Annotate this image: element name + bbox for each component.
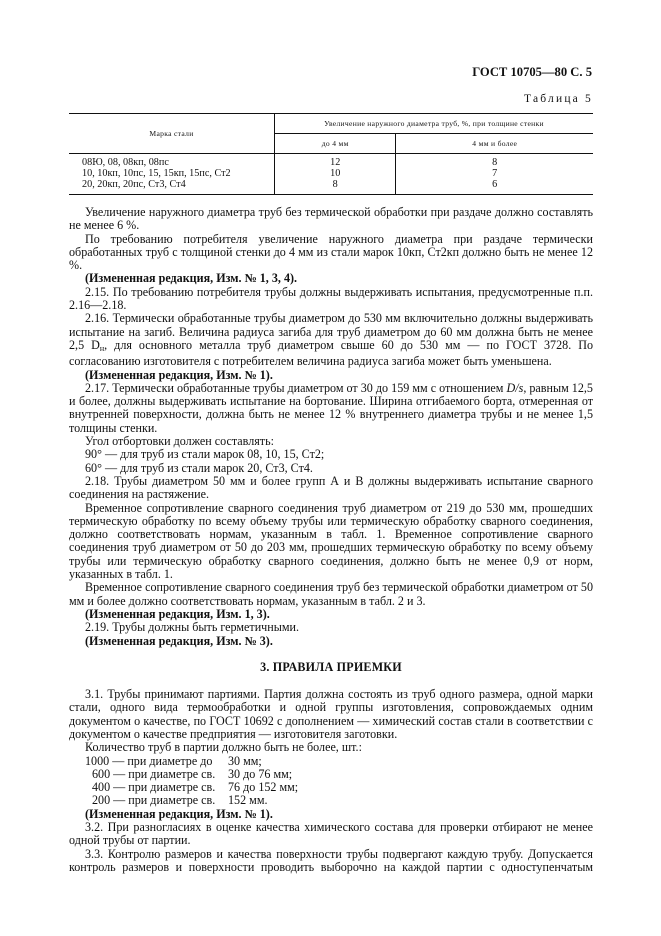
table-caption: Таблица 5 <box>524 93 593 105</box>
col-b-header: 4 мм и более <box>396 134 593 154</box>
qty-range: 30 до 76 мм; <box>228 766 293 781</box>
revision-note: (Измененная редакция, Изм. 1, 3). <box>85 606 270 621</box>
clause-2-16 <box>69 312 593 368</box>
steel-cell: 08Ю, 08, 08кп, 08пс <box>82 157 169 168</box>
qty-label: 200 — при диаметре св. <box>92 793 216 808</box>
value-cell: 6 <box>396 179 593 194</box>
body-text <box>69 206 593 874</box>
col-steel-header: Марка стали <box>69 114 275 154</box>
steel-cell: 10, 10кп, 10пс, 15, 15кп, 15пс, Ст2 <box>82 168 231 180</box>
clause-2-18: 2.18. Трубы диаметром 50 мм и более групп А и В должны выдерживать испытание сварного соединения на растяжение. <box>69 473 593 502</box>
revision-note: (Измененная редакция, Изм. № 1). <box>85 806 273 821</box>
clause-2-17-text-b: , равным 12,5 и более, должны выдерживать испытание на бортование. Ширина отгибаемого борта, отмеренная от внутренней поверхности, должна быть не менее 12 % внутреннего диаметра трубы и не менее 1,5 толщины стенки. <box>69 380 593 435</box>
paragraph: 60° — для труб из стали марок 20, Ст3, Ст4. <box>85 460 313 475</box>
paragraph: Временное сопротивление сварного соединения труб без термической обработки диаметром от 50 мм и более должно соответствовать нормам, указанным в табл. 2 и 3. <box>69 580 593 608</box>
table-row <box>69 168 593 179</box>
subscript: н <box>99 343 105 353</box>
revision-note: (Измененная редакция, Изм. № 1). <box>85 367 273 382</box>
clause-3-2: 3.2. При разногласиях в оценке качества химического состава для проверки отбирают не менее одной трубы от партии. <box>69 820 593 848</box>
clause-2-15: 2.15. По требованию потребителя трубы должны выдерживать испытания, предусмотренные п.п. 2.16—2.18. <box>69 284 593 313</box>
list-item <box>69 755 593 768</box>
qty-range: 30 мм; <box>228 753 262 768</box>
paragraph: По требованию потребителя увеличение наружного диаметра при раздаче термически обработанных труб с толщиной стенки до 4 мм из стали марок 10кп, Ст2кп должно быть не менее 12 %. <box>69 231 593 273</box>
clause-3-3: 3.3. Контролю размеров и качества поверхности трубы подвергают каждую трубу. Допускается контроль размеров и поверхности проводить выборочно на каждой партии с одноступенчатым <box>69 846 593 874</box>
clause-2-17 <box>69 382 593 435</box>
qty-label: 600 — при диаметре св. <box>92 766 216 781</box>
list-item <box>69 781 593 794</box>
revision-note: (Измененная редакция, Изм. № 1, 3, 4). <box>85 271 298 286</box>
value-cell: 12 <box>275 154 396 169</box>
list-item <box>69 794 593 807</box>
clause-2-16-text-b: , для основного металла труб диаметром свыше 60 до 530 мм — по ГОСТ 3728. По согласованию изготовителя с потребителем величина радиуса загиба может быть уменьшена. <box>69 337 593 369</box>
qty-label: 1000 — при диаметре до <box>85 753 213 768</box>
value-cell: 8 <box>275 179 396 194</box>
section-heading: 3. ПРАВИЛА ПРИЕМКИ <box>260 659 402 674</box>
qty-range: 152 мм. <box>228 793 268 808</box>
clause-3-1: 3.1. Трубы принимают партиями. Партия должна состоять из труб одного размера, одной марки стали, одного вида термообработки и одной группы изготовления, сопровождаемых одним документом о качестве, по ГОСТ 10692 с дополнением — химический состав стали в соответствии с документом о качестве предприятия — изготовителя заготовки. <box>69 687 593 741</box>
table-5 <box>69 113 593 195</box>
paragraph: 90° — для труб из стали марок 08, 10, 15, Ст2; <box>85 447 325 462</box>
qty-range: 76 до 152 мм; <box>228 780 299 795</box>
ratio-symbol: D/s <box>506 380 524 395</box>
paragraph: Угол отбортовки должен составлять: <box>85 434 274 449</box>
value-cell: 7 <box>396 168 593 179</box>
table-row <box>69 179 593 194</box>
page-header: ГОСТ 10705—80 С. 5 <box>472 65 592 79</box>
clause-2-19: 2.19. Трубы должны быть герметичными. <box>85 620 300 635</box>
clause-2-17-text-a: 2.17. Термически обработанные трубы диаметром от 30 до 159 мм с отношением <box>85 380 507 395</box>
steel-cell: 20, 20кп, 20пс, Ст3, Ст4 <box>69 179 275 194</box>
paragraph: Временное сопротивление сварного соединения труб диаметром от 219 до 530 мм, прошедших термическую обработку по всему объему трубы или термическую обработку сварного соединения, должно соответствовать нормам, указанным в табл. 1. Временное сопротивление сварного соединения труб диаметром от 50 до 203 мм, прошедших термическую обработку по всему объему трубы или термическую обработку сварного соединения, должно быть не менее 0,9 от норм, указанных в табл. 1. <box>69 500 593 582</box>
paragraph: Увеличение наружного диаметра труб без термической обработки при раздаче должно составлять не менее 6 %. <box>69 205 593 233</box>
table-row <box>69 154 593 169</box>
value-cell: 10 <box>275 168 396 179</box>
clause-2-16-text-a: 2.16. Термически обработанные трубы диаметром до 530 мм включительно должны выдерживать испытание на загиб. Величина радиуса загиба для труб диаметром до 60 мм должна быть не менее 2,5 D <box>69 311 593 352</box>
value-cell: 8 <box>396 154 593 169</box>
col-a-header: до 4 мм <box>275 134 396 154</box>
col-group-header: Увеличение наружного диаметра труб, %, при толщине стенки <box>275 114 594 134</box>
revision-note: (Измененная редакция, Изм. № 3). <box>85 633 273 648</box>
list-item <box>69 768 593 781</box>
qty-label: 400 — при диаметре св. <box>92 780 216 795</box>
paragraph: Количество труб в партии должно быть не более, шт.: <box>85 740 362 755</box>
